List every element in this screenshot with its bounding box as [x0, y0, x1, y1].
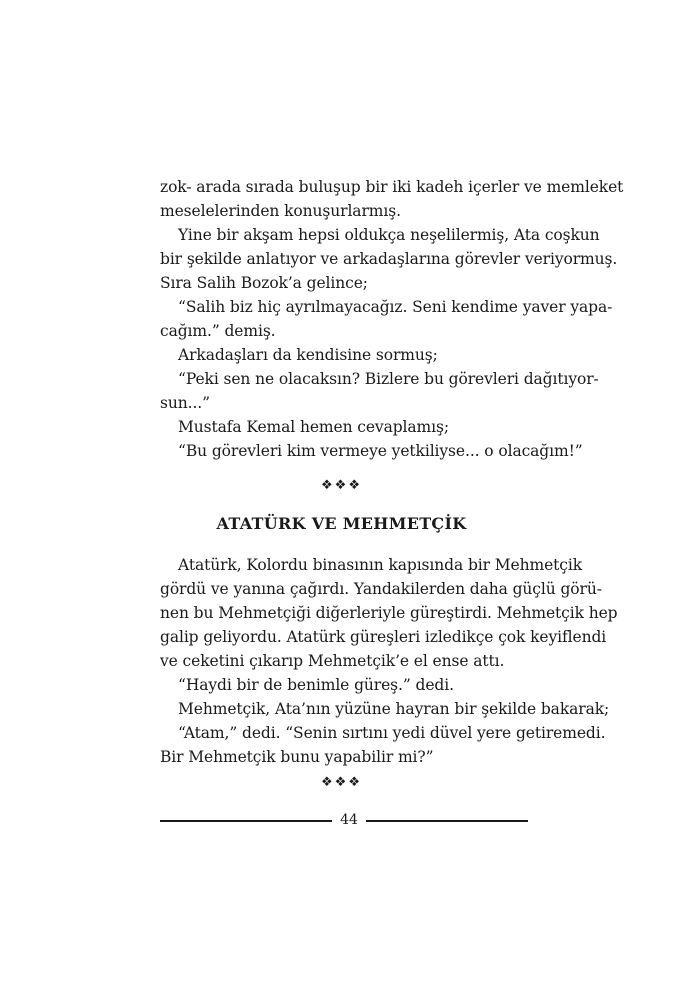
paragraph-line: “Atam,” dedi. “Senin sırtını yedi düvel yere getiremedi.	[178, 724, 606, 742]
paragraph-line: gördü ve yanına çağırdı. Yandakilerden daha güçlü görü-	[160, 580, 602, 598]
paragraph-line: sun...”	[160, 394, 210, 412]
paragraph-line: zok- arada sırada buluşup bir iki kadeh içerler ve memleket	[160, 178, 624, 196]
section-ornament: ❖❖❖	[321, 478, 362, 493]
paragraph-line: Sıra Salih Bozok’a gelince;	[160, 274, 368, 292]
paragraph-line: “Haydi bir de benimle güreş.” dedi.	[178, 676, 454, 694]
paragraph-line: cağım.” demiş.	[160, 322, 276, 340]
paragraph-line: Yine bir akşam hepsi oldukça neşelilermiş, Ata coşkun	[178, 226, 600, 244]
page-number: 44	[340, 812, 358, 828]
paragraph-line: galip geliyordu. Atatürk güreşleri izledikçe çok keyiflendi	[160, 628, 607, 646]
paragraph-line: Bir Mehmetçik bunu yapabilir mi?”	[160, 748, 434, 766]
paragraph-line: “Salih biz hiç ayrılmayacağız. Seni kendime yaver yapa-	[178, 298, 613, 316]
paragraph-line: nen bu Mehmetçiği diğerleriyle güreştirdi. Mehmetçik hep	[160, 604, 618, 622]
paragraph-line: meselelerinden konuşurlarmış.	[160, 202, 401, 220]
footer-rule-right	[366, 820, 528, 822]
paragraph-line: “Peki sen ne olacaksın? Bizlere bu görevleri dağıtıyor-	[178, 370, 599, 388]
section-heading: ATATÜRK VE MEHMETÇİK	[216, 514, 467, 533]
footer-rule-left	[160, 820, 332, 822]
paragraph-line: Mustafa Kemal hemen cevaplamış;	[178, 418, 449, 436]
paragraph-line: “Bu görevleri kim vermeye yetkiliyse... o olacağım!”	[178, 442, 583, 460]
paragraph-line: Arkadaşları da kendisine sormuş;	[178, 346, 438, 364]
paragraph-line: Atatürk, Kolordu binasının kapısında bir Mehmetçik	[178, 556, 583, 574]
paragraph-line: Mehmetçik, Ata’nın yüzüne hayran bir şekilde bakarak;	[178, 700, 610, 718]
paragraph-line: bir şekilde anlatıyor ve arkadaşlarına görevler veriyormuş.	[160, 250, 618, 268]
paragraph-line: ve ceketini çıkarıp Mehmetçik’e el ense attı.	[160, 652, 505, 670]
section-ornament-bottom: ❖❖❖	[321, 775, 362, 790]
